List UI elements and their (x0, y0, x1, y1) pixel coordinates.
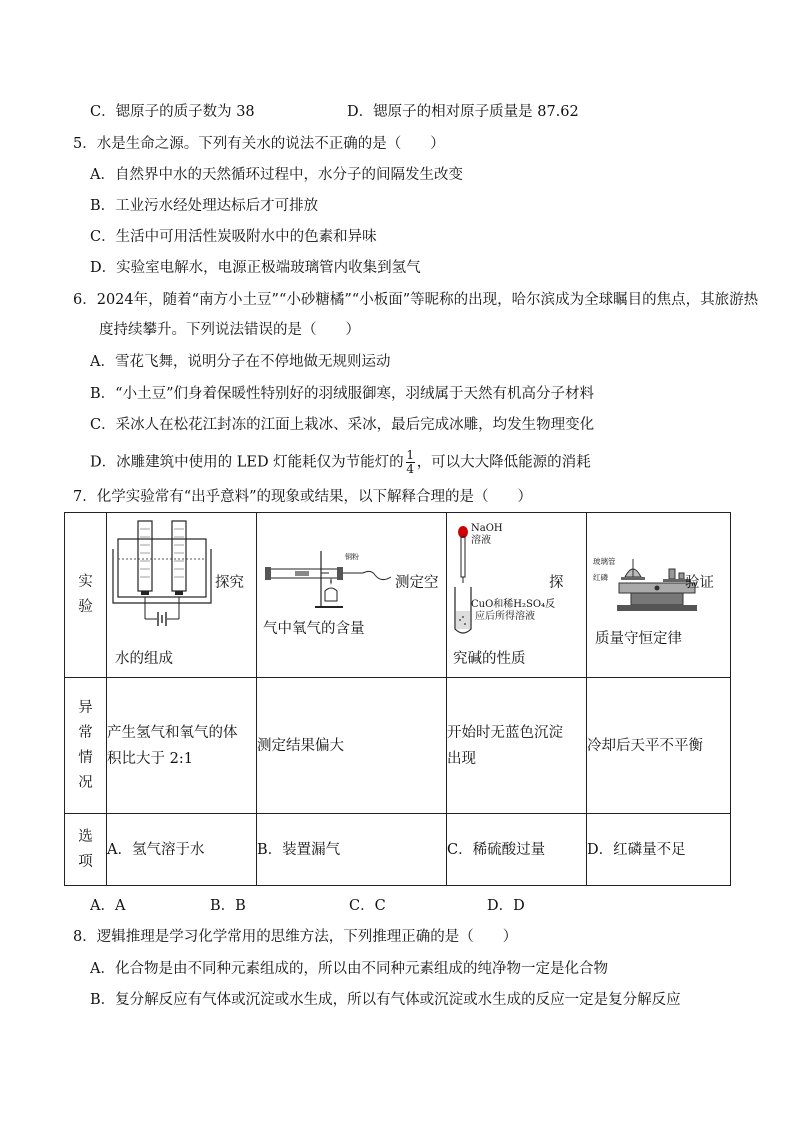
exp3-label-cont: 究碱的性质 (453, 651, 526, 667)
q8-stem: 8．逻辑推理是学习化学常用的思维方法，下列推理正确的是（ ） (73, 929, 518, 945)
exp2-label-inline: 测定空 (395, 575, 439, 591)
label-red-phosphorus: 红磷 (593, 573, 608, 582)
q7-answer-a: A．A (90, 898, 126, 914)
q4-option-d: D．锶原子的相对原子质量是 87.62 (347, 104, 579, 120)
q4-option-c: C．锶原子的质子数为 38 (90, 104, 255, 120)
exp1-label-inline: 探究 (215, 575, 244, 591)
row-header-abnormal: 异 常 情 况 (65, 678, 107, 814)
fraction-denominator: 4 (406, 462, 414, 476)
fraction-numerator: 1 (406, 448, 414, 462)
q7-answer-c: C．C (349, 898, 386, 914)
label-copper: 铜粉 (345, 553, 359, 561)
abnormal-mass: 冷却后天平不平衡 (587, 678, 731, 814)
cell-base-properties (447, 513, 587, 678)
q8-option-b: B．复分解反应有气体或沉淀或水生成，所以有气体或沉淀或水生成的反应一定是复分解反应 (90, 992, 681, 1008)
abnormal-base: 开始时无蓝色沉淀 出现 (447, 678, 587, 814)
q5-option-c: C．生活中可用活性炭吸附水中的色素和异味 (90, 229, 377, 245)
q6-stem-line1: 6．2024年，随着“南方小土豆”“小砂糖橘”“小板面”等昵称的出现，哈尔滨成为全球瞩目的焦点，其旅游热 (73, 292, 759, 308)
q6-option-d-after: ，可以大大降低能源的消耗 (416, 454, 591, 471)
label-cuo-1: CuO和稀H₂SO₄反 (471, 599, 556, 610)
choice-b: B．装置漏气 (257, 814, 447, 886)
q6-option-a: A．雪花飞舞，说明分子在不停地做无规则运动 (90, 354, 391, 370)
experiment-table (64, 512, 731, 886)
q7-stem: 7．化学实验常有“出乎意料”的现象或结果，以下解释合理的是（ ） (73, 489, 533, 505)
q7-answer-b: B．B (210, 898, 246, 914)
q5-option-b: B．工业污水经处理达标后才可排放 (90, 198, 319, 214)
cell-electrolysis (107, 513, 257, 678)
exp4-label-cont: 质量守恒定律 (595, 631, 682, 647)
abnormal-oxygen: 测定结果偏大 (257, 678, 447, 814)
q5-stem: 5．水是生命之源。下列有关水的说法不正确的是（ ） (73, 136, 445, 152)
combustion-tube-apparatus-icon (263, 541, 403, 611)
exp2-label-cont: 气中氧气的含量 (263, 621, 365, 637)
q5-option-a: A．自然界中水的天然循环过程中，水分子的间隔发生改变 (90, 167, 463, 183)
q6-option-d-before: D．冰雕建筑中使用的 LED 灯能耗仅为节能灯的 (90, 454, 404, 471)
choice-c: C．稀硫酸过量 (447, 814, 587, 886)
q6-option-b: B．“小土豆”们身着保暖性特别好的羽绒服御寒，羽绒属于天然有机高分子材料 (90, 386, 594, 402)
row-header-choice: 选 项 (65, 814, 107, 886)
q6-option-d (90, 449, 591, 476)
electrolysis-apparatus-icon (112, 519, 222, 637)
choice-d: D．红磷量不足 (587, 814, 731, 886)
q6-stem-line2: 度持续攀升。下列说法错误的是（ ） (99, 322, 360, 338)
q8-option-a: A．化合物是由不同种元素组成的，所以由不同种元素组成的纯净物一定是化合物 (90, 961, 608, 977)
label-cuo-2: 应后所得溶液 (475, 611, 535, 622)
abnormal-electrolysis: 产生氢气和氧气的体 积比大于 2:1 (107, 678, 257, 814)
exp3-label-inline: 探 (549, 575, 564, 591)
cell-oxygen-content (257, 513, 447, 678)
q7-answer-d: D．D (487, 898, 525, 914)
row-header-experiment: 实 验 (65, 513, 107, 678)
exp4-label-inline: 验证 (685, 575, 714, 591)
fraction-one-quarter (406, 449, 415, 476)
label-naoh-1: NaOH (471, 523, 503, 534)
label-glass-tube: 玻璃管 (593, 557, 616, 566)
choice-a: A．氢气溶于水 (107, 814, 257, 886)
q6-option-c: C．采冰人在松花江封冻的江面上栽冰、采冰，最后完成冰雕，均发生物理变化 (90, 417, 595, 433)
label-naoh-2: 溶液 (471, 535, 491, 546)
exp1-label-cont: 水的组成 (115, 651, 173, 667)
cell-mass-conservation (587, 513, 731, 678)
q5-option-d: D．实验室电解水，电源正极端玻璃管内收集到氢气 (90, 260, 421, 276)
